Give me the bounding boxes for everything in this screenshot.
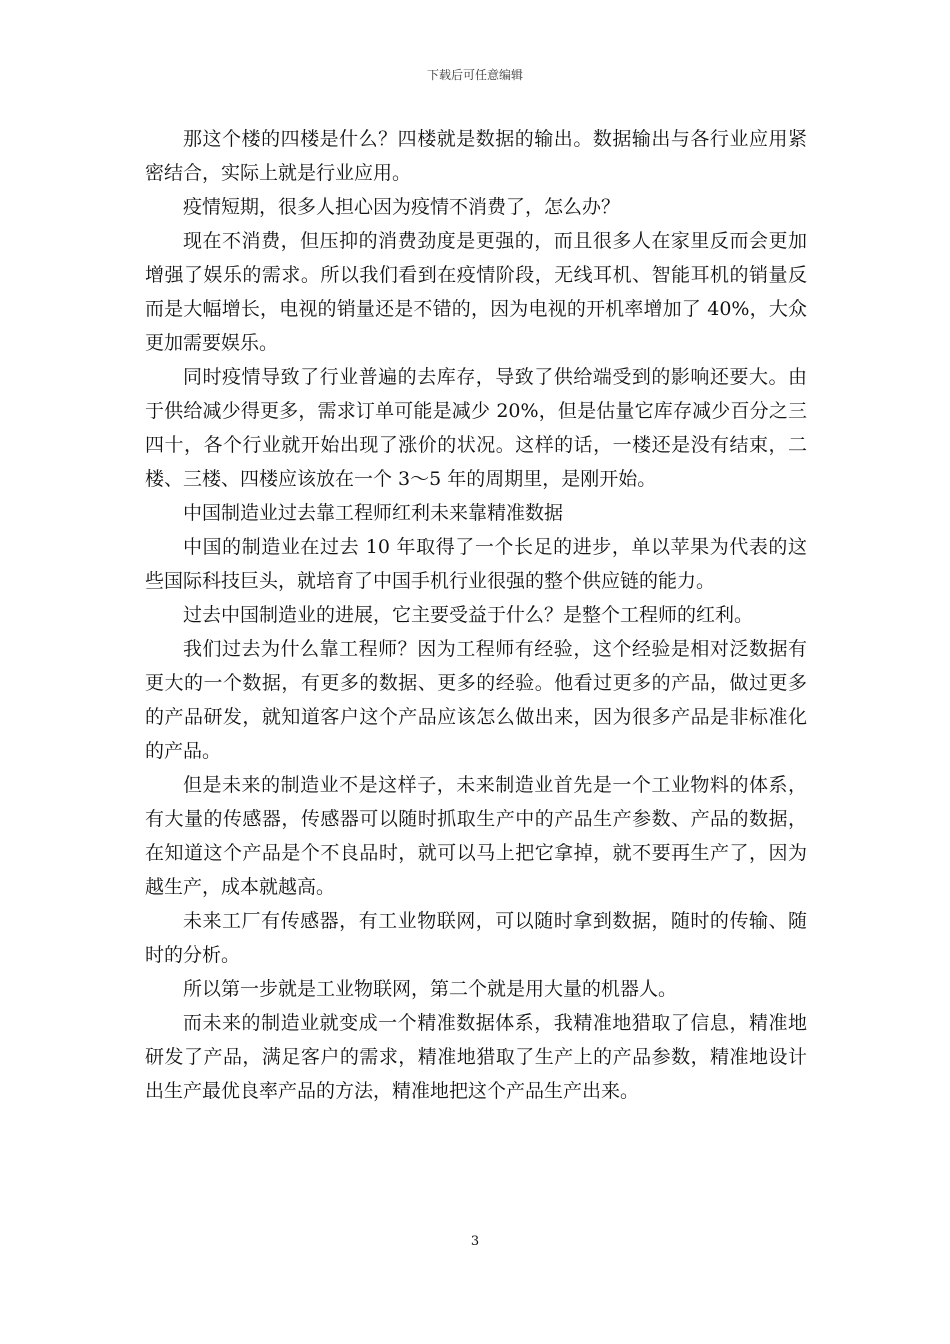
paragraph: 中国的制造业在过去 10 年取得了一个长足的进步，单以苹果为代表的这些国际科技巨头，就培育了中国手机行业很强的整个供应链的能力。 bbox=[145, 536, 807, 592]
paragraph: 同时疫情导致了行业普遍的去库存，导致了供给端受到的影响还要大。由于供给减少得更多，需求订单可能是减少 20%，但是估量它库存减少百分之三四十，各个行业就开始出现了涨价的状况。这样的话，一楼还是没有结束，二楼、三楼、四楼应该放在一个 3～5 年的周期里，是刚开始。 bbox=[145, 366, 807, 490]
section-heading: 中国制造业过去靠工程师红利未来靠精准数据 bbox=[183, 502, 564, 524]
paragraph: 疫情短期，很多人担心因为疫情不消费了，怎么办？ bbox=[183, 196, 621, 218]
paragraph: 未来工厂有传感器，有工业物联网，可以随时拿到数据，随时的传输、随时的分析。 bbox=[145, 910, 807, 966]
paragraph: 而未来的制造业就变成一个精准数据体系，我精准地猎取了信息，精准地研发了产品，满足客户的需求，精准地猎取了生产上的产品参数，精准地设计出生产最优良率产品的方法，精准地把这个产品生产出来。 bbox=[145, 1012, 807, 1102]
paragraph: 所以第一步就是工业物联网，第二个就是用大量的机器人。 bbox=[183, 978, 678, 1000]
page-header: 下载后可任意编辑 bbox=[426, 68, 523, 82]
paragraph: 现在不消费，但压抑的消费劲度是更强的，而且很多人在家里反而会更加增强了娱乐的需求。所以我们看到在疫情阶段，无线耳机、智能耳机的销量反而是大幅增长，电视的销量还是不错的，因为电视的开机率增加了 40%，大众更加需要娱乐。 bbox=[145, 230, 807, 354]
paragraph: 那这个楼的四楼是什么？四楼就是数据的输出。数据输出与各行业应用紧密结合，实际上就是行业应用。 bbox=[145, 128, 807, 184]
page-number: 3 bbox=[470, 1234, 480, 1249]
paragraph: 过去中国制造业的进展，它主要受益于什么？是整个工程师的红利。 bbox=[183, 604, 754, 626]
paragraph: 我们过去为什么靠工程师？因为工程师有经验，这个经验是相对泛数据有更大的一个数据，有更多的数据、更多的经验。他看过更多的产品，做过更多的产品研发，就知道客户这个产品应该怎么做出来，因为很多产品是非标准化的产品。 bbox=[145, 638, 807, 762]
paragraph: 但是未来的制造业不是这样子，未来制造业首先是一个工业物料的体系，有大量的传感器，传感器可以随时抓取生产中的产品生产参数、产品的数据，在知道这个产品是个不良品时，就可以马上把它拿掉，就不要再生产了，因为越生产，成本就越高。 bbox=[145, 774, 807, 898]
document-body bbox=[145, 122, 807, 1108]
